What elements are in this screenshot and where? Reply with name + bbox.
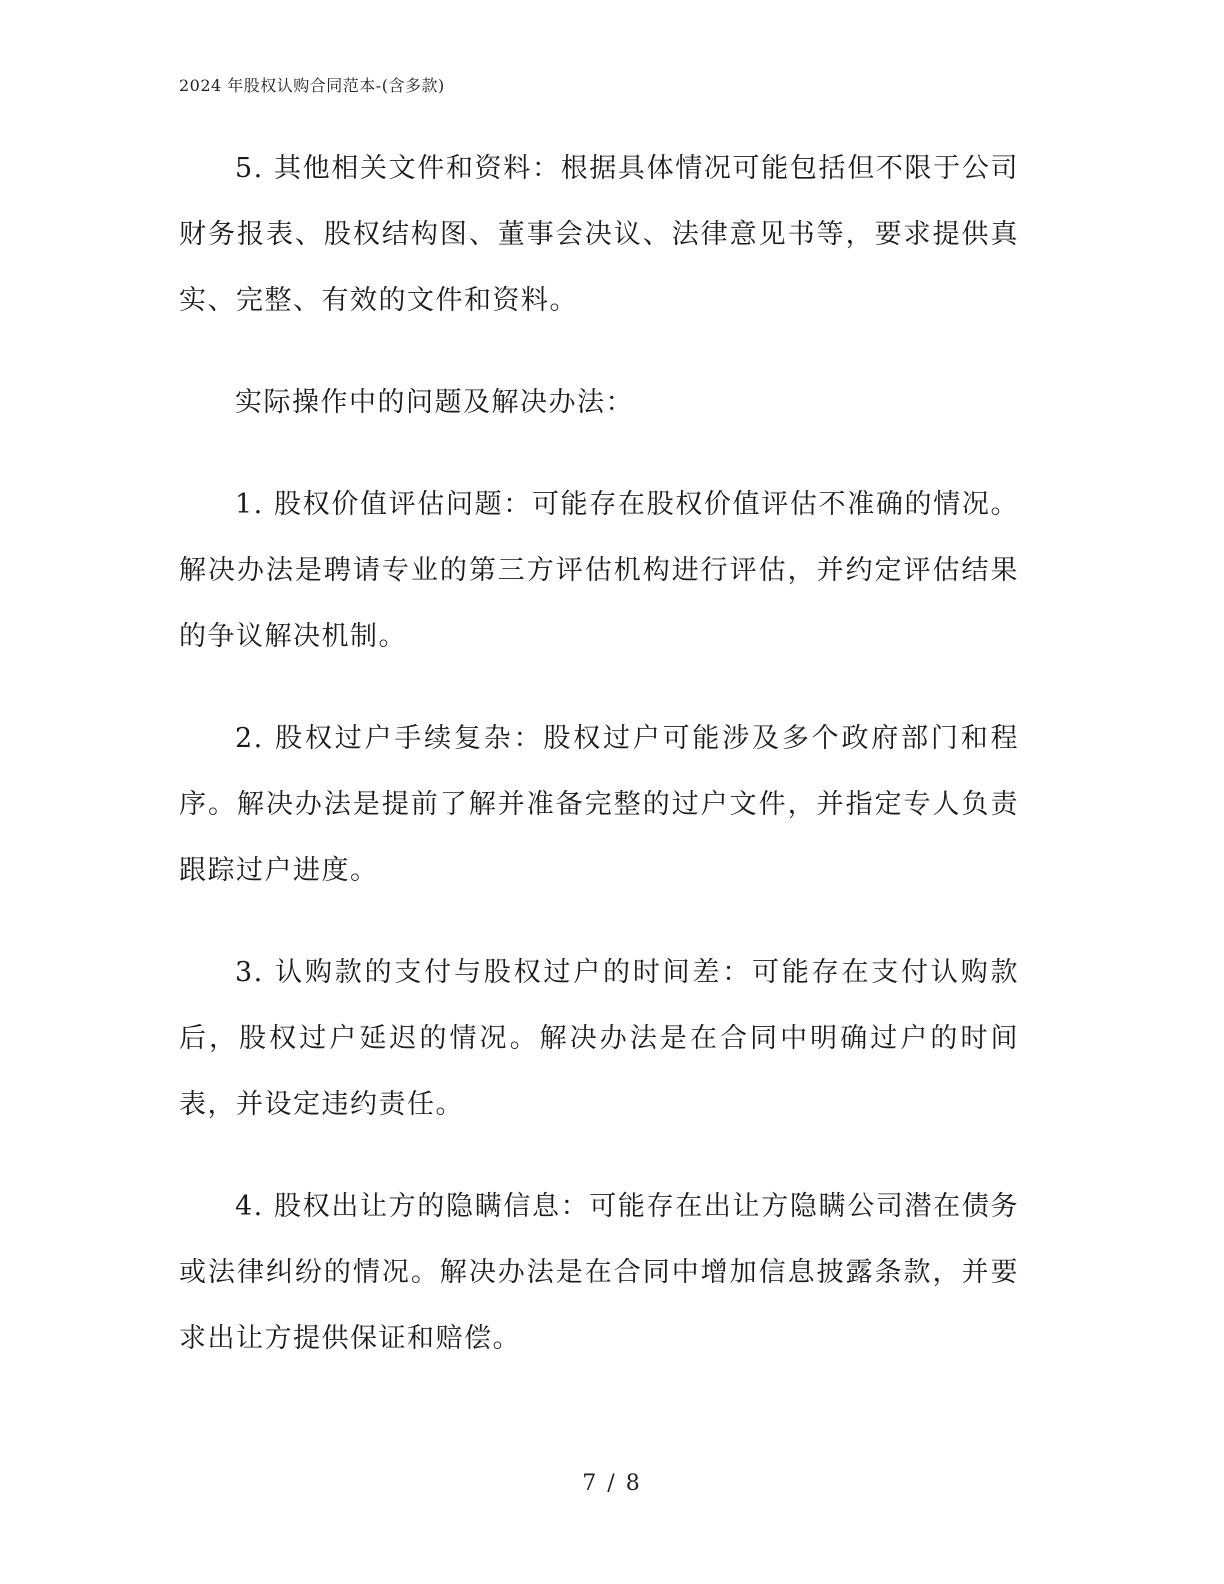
page-number: 7 / 8	[582, 1471, 642, 1496]
paragraph-valuation-issue: 1. 股权价值评估问题：可能存在股权价值评估不准确的情况。解决办法是聘请专业的第三方评估机构进行评估，并约定评估结果的争议解决机制。	[179, 489, 1019, 652]
document-header: 2024 年股权认购合同范本-(含多款)	[179, 76, 445, 95]
paragraph-other-documents: 5. 其他相关文件和资料：根据具体情况可能包括但不限于公司财务报表、股权结构图、董事会决议、法律意见书等，要求提供真实、完整、有效的文件和资料。	[179, 153, 1019, 316]
paragraph-transfer-procedure: 2. 股权过户手续复杂：股权过户可能涉及多个政府部门和程序。解决办法是提前了解并准备完整的过户文件，并指定专人负责跟踪过户进度。	[179, 723, 1019, 886]
paragraph-problems-heading: 实际操作中的问题及解决办法：	[235, 387, 634, 418]
paragraph-concealed-information: 4. 股权出让方的隐瞒信息：可能存在出让方隐瞒公司潜在债务或法律纠纷的情况。解决办法是在合同中增加信息披露条款，并要求出让方提供保证和赔偿。	[179, 1191, 1019, 1354]
document-body	[179, 136, 1019, 1408]
paragraph-payment-time-gap: 3. 认购款的支付与股权过户的时间差：可能存在支付认购款后，股权过户延迟的情况。解决办法是在合同中明确过户的时间表，并设定违约责任。	[179, 957, 1019, 1120]
